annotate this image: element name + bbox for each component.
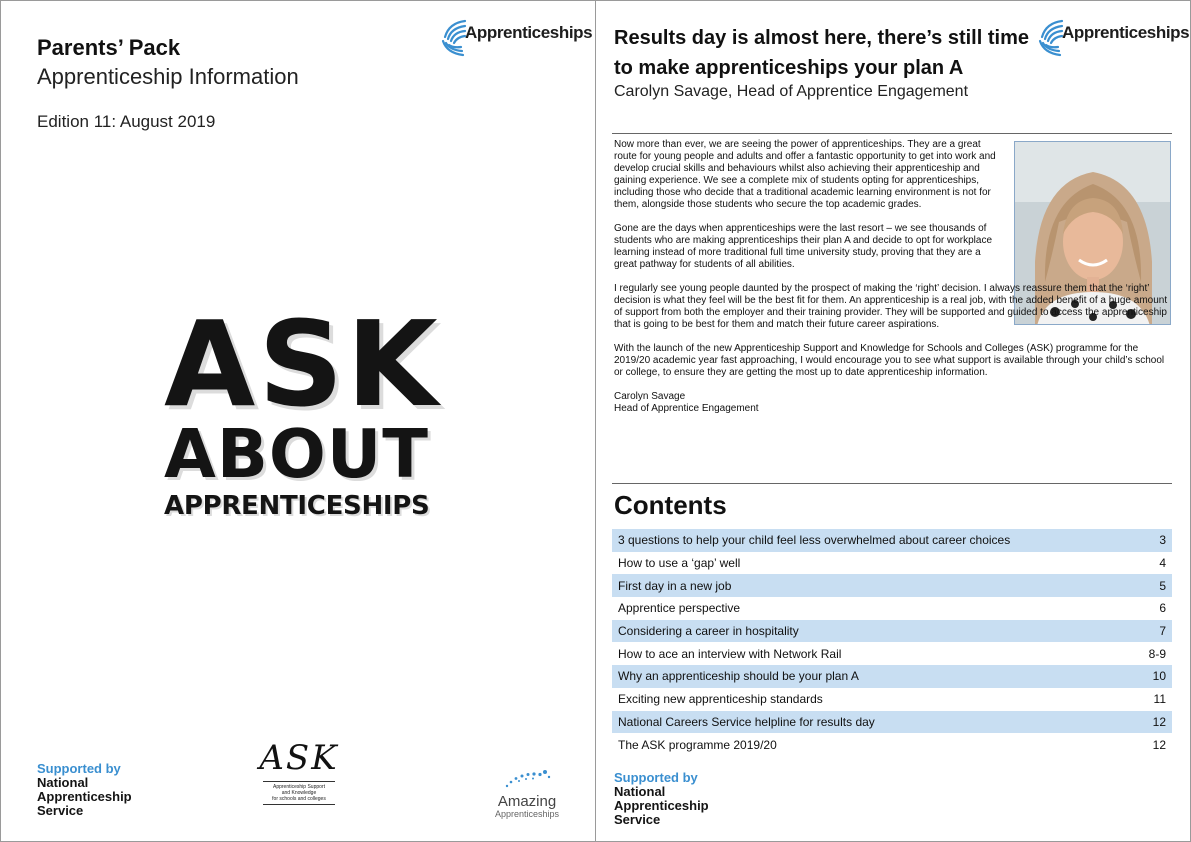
ask-programme-logo xyxy=(259,739,339,805)
ask-about-apprenticeships-mark xyxy=(164,295,441,521)
contents-item-page: 7 xyxy=(1159,624,1166,639)
contents-row[interactable] xyxy=(612,665,1172,688)
about-word: ABOUT xyxy=(164,415,429,493)
contents-item-title: Why an apprenticeship should be your plan A xyxy=(618,669,859,684)
contents-heading: Contents xyxy=(614,490,727,520)
logo-text: Apprenticeships xyxy=(465,23,593,42)
nas-line-2: Apprenticeship xyxy=(614,798,709,813)
contents-item-title: Apprentice perspective xyxy=(618,601,741,616)
apprenticeships-logo xyxy=(1032,15,1189,59)
nas-line-3: Service xyxy=(614,812,661,827)
article-heading: Results day is almost here, there’s still time to make apprenticeships your plan A xyxy=(614,27,1029,79)
ask-strap-line-3: for schools and colleges xyxy=(272,796,326,802)
ask-logo-strap xyxy=(263,781,335,805)
ask-strap-line-2: and Knowledge xyxy=(281,790,317,796)
article-paragraph-1: Now more than ever, we are seeing the power of apprenticeships. They are a great route for young people and adults and offer a fantastic opportunity to get into work and develop crucial skills and behaviours whilst also achieving their apprenticeship and gaining experience. We see a complete mix of students opting for apprenticeships, including those who decide that a traditional academic learning environment is not for them, alongside those students who secure the top academic grades. xyxy=(614,139,996,210)
contents-row[interactable] xyxy=(612,711,1172,734)
contents-item-page: 4 xyxy=(1159,556,1166,571)
article-author: Carolyn Savage, Head of Apprentice Engagement xyxy=(614,83,969,100)
supported-by-label: Supported by xyxy=(614,770,698,785)
contents-item-title: The ASK programme 2019/20 xyxy=(618,737,777,752)
ask-script-text: ASK xyxy=(259,738,339,778)
apprenticeships-word: APPRENTICESHIPS xyxy=(164,491,430,521)
ask-strap-line-1: Apprenticeship Support xyxy=(273,784,325,790)
article-paragraph-3: I regularly see young people daunted by the prospect of making the ‘right’ decision. I always reassure them that the ‘right’ decision is what they feel will be the best fit for them. An apprenticeship is a real job, with the added benefit of a huge amount of support from both the employer and their training provider. They will be supported and guided to access the apprenticeship that is going to be best for them and match their future career aspirations. xyxy=(614,283,1168,330)
contents-item-title: Exciting new apprenticeship standards xyxy=(618,692,823,707)
article-paragraph-4: With the launch of the new Apprenticeship Support and Knowledge for Schools and Colleges (ASK) programme for the 2019/20 academic year fast approaching, I would encourage you to see what support is available through your child’s school or college, to ensure they are getting the most up to date apprenticeship information. xyxy=(614,343,1165,378)
signoff-role: Head of Apprentice Engagement xyxy=(614,403,759,414)
edition-label: Edition 11: August 2019 xyxy=(37,112,216,131)
contents-list xyxy=(612,529,1172,756)
arc-stars-icon xyxy=(497,769,557,789)
amazing-word: Amazing xyxy=(497,793,557,810)
contents-item-title: How to ace an interview with Network Rail xyxy=(618,646,842,661)
contents-row[interactable] xyxy=(612,574,1172,597)
amazing-apprenticeships-logo xyxy=(487,769,567,820)
contents-item-page: 5 xyxy=(1159,578,1166,593)
apprenticeships-logo xyxy=(435,15,592,59)
contents-item-page: 10 xyxy=(1152,669,1166,684)
nas-line-3: Service xyxy=(37,803,84,818)
contents-item-title: 3 questions to help your child feel less overwhelmed about career choices xyxy=(618,533,1011,548)
pack-title: Parents’ Pack xyxy=(37,35,181,60)
divider xyxy=(612,483,1172,484)
contents-row[interactable] xyxy=(612,642,1172,665)
contents-row[interactable] xyxy=(612,733,1172,756)
signoff-name: Carolyn Savage xyxy=(614,391,686,402)
supported-by-nas-logo xyxy=(37,762,132,818)
contents-item-page: 3 xyxy=(1159,533,1166,548)
contents-row[interactable] xyxy=(612,529,1172,552)
contents-row[interactable] xyxy=(612,620,1172,643)
contents-item-page: 12 xyxy=(1152,737,1166,752)
contents-row[interactable] xyxy=(612,552,1172,575)
contents-row[interactable] xyxy=(612,597,1172,620)
ask-word: ASK xyxy=(164,295,441,433)
fan-icon xyxy=(435,15,469,59)
divider xyxy=(612,133,1172,134)
pack-subtitle: Apprenticeship Information xyxy=(37,64,299,89)
amazing-apprenticeships-word: Apprenticeships xyxy=(494,809,560,819)
nas-line-1: National xyxy=(614,784,666,799)
contents-item-title: First day in a new job xyxy=(618,578,732,593)
nas-line-2: Apprenticeship xyxy=(37,789,132,804)
contents-item-page: 6 xyxy=(1159,601,1166,616)
contents-item-page: 8-9 xyxy=(1148,646,1166,661)
contents-item-title: National Careers Service helpline for results day xyxy=(618,714,875,729)
contents-item-title: Considering a career in hospitality xyxy=(618,624,799,639)
supported-by-label: Supported by xyxy=(37,761,121,776)
nas-line-1: National xyxy=(37,775,89,790)
article-page xyxy=(595,0,1191,842)
article-body xyxy=(614,139,1174,415)
contents-row[interactable] xyxy=(612,688,1172,711)
article-paragraph-2: Gone are the days when apprenticeships were the last resort – we see thousands of students who are making apprenticeships their plan A and decide to opt for workplace learning instead of more traditional full time university study, proving that they are a great pathway for students of all abilities. xyxy=(614,223,993,270)
contents-item-page: 11 xyxy=(1153,692,1166,707)
contents-item-page: 12 xyxy=(1152,714,1166,729)
contents-item-title: How to use a ‘gap’ well xyxy=(618,556,741,571)
supported-by-nas-logo xyxy=(614,771,709,827)
logo-text: Apprenticeships xyxy=(1062,23,1190,42)
